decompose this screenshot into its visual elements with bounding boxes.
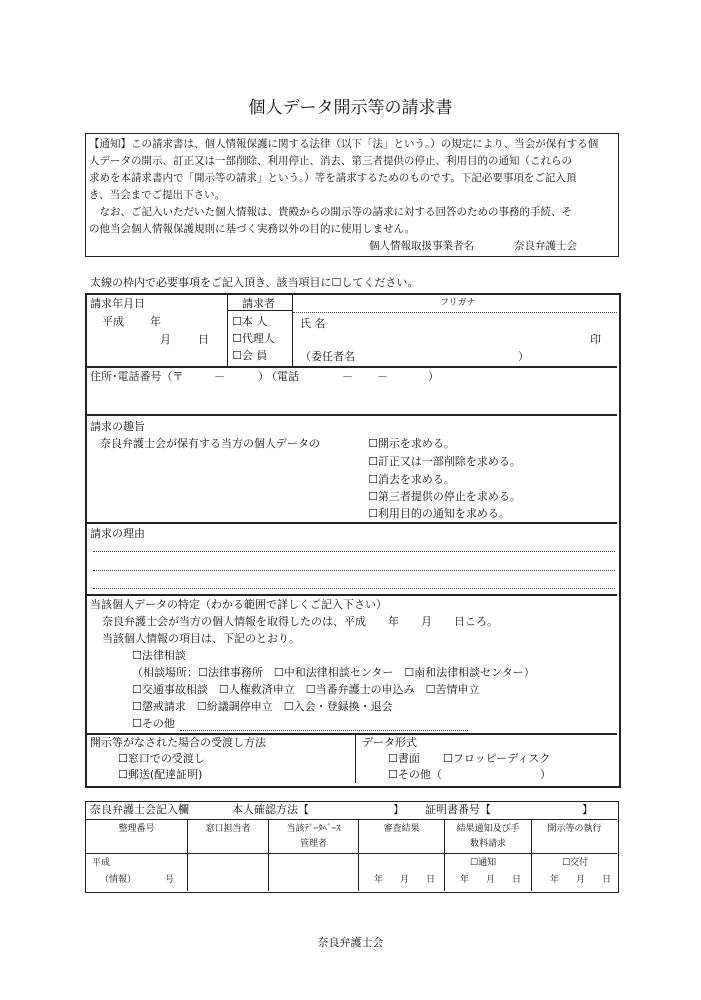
request-date-year: 年 bbox=[150, 315, 161, 328]
address-label: 住所･電話番号（〒 bbox=[90, 370, 184, 383]
reason-line[interactable] bbox=[93, 588, 615, 589]
delivery-option-mail[interactable]: ☐郵送(配達証明) bbox=[118, 768, 203, 781]
notify-year: 年 bbox=[460, 875, 470, 885]
format-option-other[interactable]: ☐その他（ bbox=[388, 768, 442, 781]
purpose-text: 奈良弁護士会が保有する当方の個人データの bbox=[100, 437, 320, 450]
deliver-day: 日 bbox=[602, 875, 612, 885]
deliver-month: 月 bbox=[576, 875, 586, 885]
item-other[interactable]: ☐その他 bbox=[132, 717, 175, 730]
phone-dash: － bbox=[342, 370, 353, 383]
requester-label: 請求者 bbox=[242, 297, 275, 310]
notify-checkbox[interactable]: ☐通知 bbox=[470, 858, 497, 868]
delivery-label: 開示等がなされた場合の受渡し方法 bbox=[90, 736, 266, 749]
office-era: 平成 bbox=[92, 858, 111, 868]
item-row-accident[interactable]: ☐交通事故相談 ☐人権救済申立 ☐当番弁護士の申込み ☐苦情申立 bbox=[132, 683, 480, 696]
review-month: 月 bbox=[400, 875, 410, 885]
notice-line: 求めを本請求書内で「開示等の請求」という。）等を請求するためのものです。下記必要事項をご記入頂 bbox=[89, 172, 577, 184]
col-header-result-notice-2: 数料請求 bbox=[469, 839, 506, 849]
col-header-counter-staff: 窓口担当者 bbox=[205, 824, 251, 834]
specific-acquired-date: 奈良弁護士会が当方の個人情報を取得したのは、平成 年 月 日ころ。 bbox=[102, 615, 498, 628]
request-date-era: 平成 bbox=[102, 315, 124, 328]
deliver-checkbox[interactable]: ☐交付 bbox=[562, 858, 589, 868]
requester-option-member[interactable]: ☐会 員 bbox=[232, 349, 268, 362]
reason-line[interactable] bbox=[93, 551, 615, 552]
format-other-close: ） bbox=[540, 768, 551, 781]
request-date-day: 日 bbox=[198, 333, 209, 346]
purpose-label: 請求の趣旨 bbox=[90, 420, 145, 433]
specific-label: 当該個人データの特定（わかる範囲で詳しくご記入下さい） bbox=[90, 598, 387, 611]
review-day: 日 bbox=[426, 875, 436, 885]
col-header-db-manager-2: 管理者 bbox=[299, 839, 327, 849]
col-header-db-manager: 当該ﾃﾞｰﾀﾍﾞｰｽ bbox=[286, 824, 341, 834]
item-consult-places[interactable]: （相談場所：☐法律事務所 ☐中和法律相談センター ☐南和法律相談センター） bbox=[132, 666, 535, 679]
address-dash: － bbox=[214, 370, 225, 383]
seal-mark: 印 bbox=[590, 333, 601, 346]
deliver-year: 年 bbox=[550, 875, 560, 885]
office-number-suffix: 号 bbox=[165, 875, 175, 885]
notify-day: 日 bbox=[512, 875, 522, 885]
review-year: 年 bbox=[374, 875, 384, 885]
delegator-close: ） bbox=[518, 350, 529, 363]
footer-org: 奈良弁護士会 bbox=[317, 936, 384, 949]
cert-number-close: 】 bbox=[582, 803, 593, 816]
format-option-paper[interactable]: ☐書面 bbox=[388, 752, 420, 765]
notify-month: 月 bbox=[486, 875, 496, 885]
notice-line: 【通知】この請求書は、個人情報保護に関する法律（以下「法」という。）の規定により、当会が保有する個 bbox=[89, 138, 599, 150]
specific-items-intro: 当該個人情報の項目は、下記のとおり。 bbox=[102, 632, 300, 645]
requester-option-agent[interactable]: ☐代理人 bbox=[232, 332, 275, 345]
notice-line: き、当会までご提出下さい。 bbox=[89, 189, 226, 201]
col-header-execution: 開示等の執行 bbox=[547, 824, 602, 834]
handler-name: 奈良弁護士会 bbox=[514, 240, 577, 252]
notice-line: の他当会個人情報保護規則に基づく実務以外の目的に使用しません。 bbox=[89, 223, 416, 235]
requester-option-self[interactable]: ☐本 人 bbox=[232, 315, 268, 328]
name-label: 氏 名 bbox=[300, 317, 326, 330]
purpose-option-notify-use[interactable]: ☐利用目的の通知を求める。 bbox=[368, 507, 510, 520]
purpose-option-correct[interactable]: ☐訂正又は一部削除を求める。 bbox=[368, 455, 521, 468]
col-header-review-result: 審査結果 bbox=[383, 824, 420, 834]
phone-close: ） bbox=[428, 370, 439, 383]
format-option-floppy[interactable]: ☐フロッピーディスク bbox=[443, 752, 551, 765]
handler-label: 個人情報取扱事業者名 bbox=[369, 240, 474, 252]
cert-number-label: 証明書番号【 bbox=[425, 803, 491, 816]
item-legal-consult[interactable]: ☐法律相談 bbox=[132, 649, 186, 662]
instruction-text: 太線の枠内で必要事項をご記入頂き、該当項目に☐してください。 bbox=[90, 276, 419, 289]
phone-dash: － bbox=[377, 370, 388, 383]
office-use-label: 奈良弁護士会記入欄 bbox=[90, 803, 189, 816]
item-row-discipline[interactable]: ☐懲戒請求 ☐紛議調停申立 ☐入会・登録換・退会 bbox=[132, 700, 393, 713]
notice-line: 人データの開示、訂正又は一部削除、利用停止、消去、第三者提供の停止、利用目的の通知（これらの bbox=[89, 155, 572, 167]
purpose-option-disclose[interactable]: ☐開示を求める。 bbox=[368, 437, 455, 450]
request-date-month: 月 bbox=[160, 333, 171, 346]
address-close: ） bbox=[258, 370, 269, 383]
data-format-label: データ形式 bbox=[362, 736, 417, 749]
reason-line[interactable] bbox=[93, 570, 615, 571]
col-header-reference-number: 整理番号 bbox=[118, 824, 155, 834]
purpose-option-erase[interactable]: ☐消去を求める。 bbox=[368, 473, 455, 486]
reason-label: 請求の理由 bbox=[90, 527, 145, 540]
purpose-option-stop-third-party[interactable]: ☐第三者提供の停止を求める。 bbox=[368, 490, 521, 503]
page-title: 個人データ開示等の請求書 bbox=[248, 98, 453, 118]
furigana-label: フリガナ bbox=[440, 298, 476, 308]
col-header-result-notice: 結果通知及び手 bbox=[456, 824, 520, 834]
notice-box bbox=[85, 133, 619, 257]
delivery-option-counter[interactable]: ☐窓口での受渡し bbox=[118, 752, 205, 765]
office-info: （情報） bbox=[100, 875, 137, 885]
notice-line: なお、ご記入いただいた個人情報は、貴殿からの開示等の請求に対する回答のための事務的手続、そ bbox=[89, 206, 572, 218]
id-method-close: 】 bbox=[393, 803, 404, 816]
id-method-label: 本人確認方法【 bbox=[232, 803, 309, 816]
phone-label: （電話 bbox=[266, 370, 299, 383]
request-date-label: 請求年月日 bbox=[90, 297, 145, 310]
delegator-label: （委任者名 bbox=[300, 350, 355, 363]
